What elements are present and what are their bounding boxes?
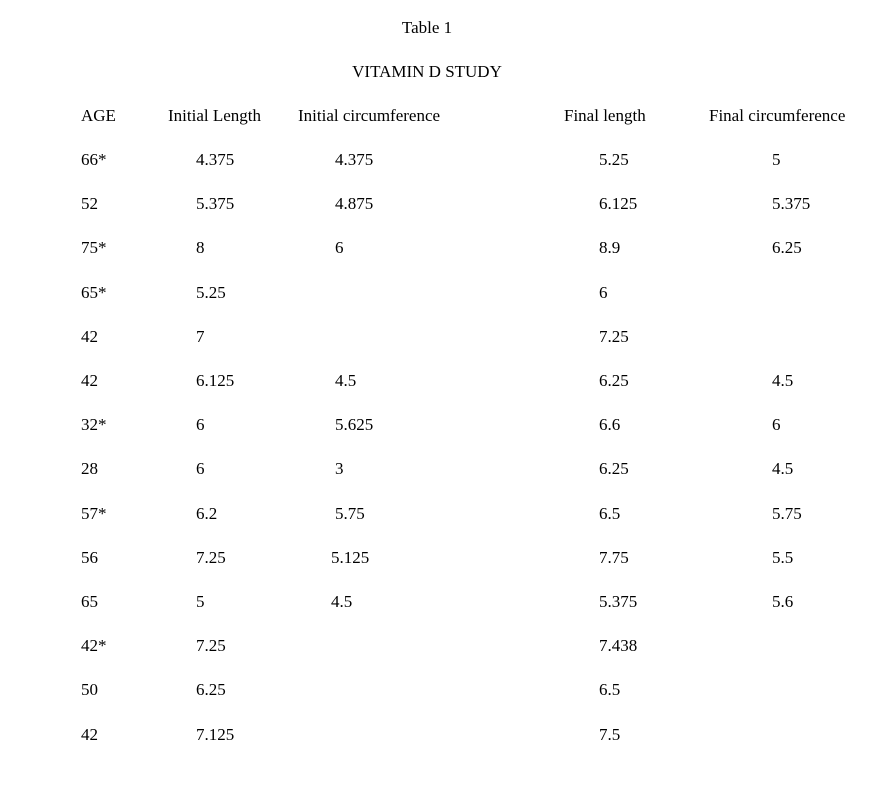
table-caption: Table 1 [401,18,453,37]
table-cell-final-length: 5.25 [599,150,629,169]
table-title: VITAMIN D STUDY [352,62,502,81]
table-cell-initial-circumference: 4.375 [335,150,374,169]
table-cell-age: 52 [81,194,98,213]
table-cell-initial-length: 7.25 [196,636,226,655]
table-cell-final-length: 7.438 [599,636,638,655]
table-cell-final-length: 8.9 [599,238,621,257]
table-cell-age: 42 [81,371,98,390]
table-cell-initial-circumference: 4.5 [335,371,357,390]
table-cell-initial-length: 6.2 [196,504,218,523]
table-cell-final-length: 6 [599,283,608,302]
table-cell-initial-circumference: 4.5 [331,592,353,611]
table-cell-initial-length: 4.375 [196,150,235,169]
table-cell-initial-circumference: 5.75 [335,504,365,523]
table-cell-initial-length: 6.125 [196,371,235,390]
table-cell-initial-length: 8 [196,238,205,257]
table-cell-initial-circumference: 5.125 [331,548,370,567]
table-cell-final-length: 5.375 [599,592,638,611]
table-cell-age: 56 [81,548,98,567]
table-cell-age: 66* [81,150,107,169]
table-cell-final-circumference: 6.25 [772,238,802,257]
table-cell-final-circumference: 5.5 [772,548,794,567]
table-cell-final-circumference: 5.375 [772,194,811,213]
table-cell-final-circumference: 5.6 [772,592,794,611]
table-cell-initial-length: 7.125 [196,725,235,744]
table-cell-final-length: 7.5 [599,725,621,744]
column-header-final-length: Final length [564,106,646,125]
column-header-initial-circumference: Initial circumference [298,106,441,125]
table-cell-age: 50 [81,680,98,699]
table-cell-final-length: 6.5 [599,504,621,523]
table-cell-final-circumference: 4.5 [772,371,794,390]
table-cell-final-circumference: 5.75 [772,504,802,523]
table-cell-age: 42 [81,327,98,346]
table-cell-initial-circumference: 3 [335,459,344,478]
table-cell-age: 65 [81,592,98,611]
table-cell-final-length: 6.6 [599,415,621,434]
table-cell-initial-length: 6 [196,459,205,478]
table-cell-final-length: 7.25 [599,327,629,346]
table-cell-initial-length: 6.25 [196,680,226,699]
table-cell-age: 65* [81,283,107,302]
table-cell-initial-length: 7 [196,327,205,346]
table-cell-initial-circumference: 6 [335,238,344,257]
column-header-initial-length: Initial Length [168,106,262,125]
table-cell-initial-length: 5 [196,592,205,611]
table-cell-age: 75* [81,238,107,257]
table-cell-final-length: 6.25 [599,459,629,478]
table-cell-initial-circumference: 4.875 [335,194,374,213]
table-cell-age: 42 [81,725,98,744]
table-cell-initial-length: 7.25 [196,548,226,567]
table-cell-initial-length: 5.375 [196,194,235,213]
table-cell-initial-circumference: 5.625 [335,415,374,434]
column-header-age: AGE [81,106,116,125]
table-cell-age: 57* [81,504,107,523]
table-cell-age: 42* [81,636,107,655]
table-cell-initial-length: 5.25 [196,283,226,302]
table-cell-final-circumference: 4.5 [772,459,794,478]
table-cell-final-length: 6.5 [599,680,621,699]
table-cell-final-circumference: 5 [772,150,781,169]
table-cell-final-circumference: 6 [772,415,781,434]
table-cell-initial-length: 6 [196,415,205,434]
table-cell-final-length: 7.75 [599,548,629,567]
column-header-final-circumference: Final circumference [709,106,846,125]
table-cell-age: 32* [81,415,107,434]
table-cell-final-length: 6.25 [599,371,629,390]
table-cell-final-length: 6.125 [599,194,638,213]
table-cell-age: 28 [81,459,98,478]
